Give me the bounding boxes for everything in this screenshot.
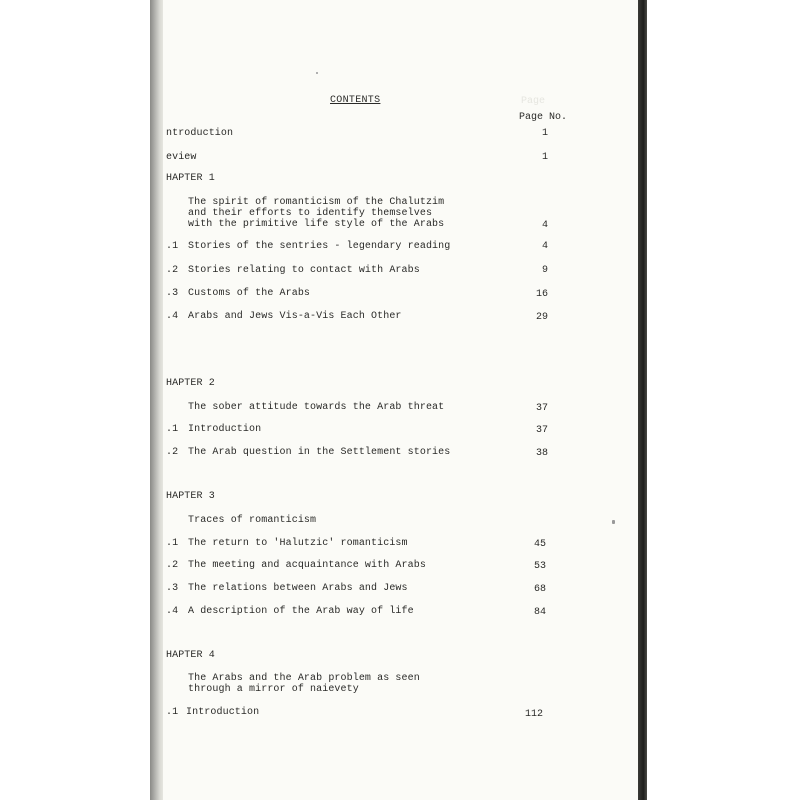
entry-page: 4 bbox=[541, 220, 548, 231]
entry-title: Introduction bbox=[188, 424, 262, 435]
entry-title: The relations between Arabs and Jews bbox=[188, 583, 408, 594]
entry-page: 45 bbox=[533, 539, 546, 550]
entry-page: 1 bbox=[541, 152, 548, 163]
entry-page: 68 bbox=[533, 584, 546, 595]
entry-number: .4 bbox=[166, 311, 179, 322]
chapter-label: HAPTER 4 bbox=[166, 650, 215, 661]
entry-title: A description of the Arab way of life bbox=[188, 606, 414, 617]
ghost-header: Page bbox=[521, 96, 546, 107]
entry-number: .1 bbox=[166, 538, 179, 549]
entry-number: .1 bbox=[166, 241, 179, 252]
entry-page: 16 bbox=[535, 289, 548, 300]
entry-number: .1 bbox=[166, 424, 179, 435]
entry-title: The meeting and acquaintance with Arabs bbox=[188, 560, 426, 571]
entry-page: 112 bbox=[524, 709, 543, 720]
binding-spine bbox=[638, 0, 647, 800]
entry-number: .2 bbox=[166, 447, 179, 458]
entry-number: .4 bbox=[166, 606, 179, 617]
entry-title: ntroduction bbox=[166, 128, 234, 139]
entry-title: The return to 'Halutzic' romanticism bbox=[188, 538, 408, 549]
entry-title: The Arabs and the Arab problem as seen through a mirror of naievety bbox=[188, 673, 420, 695]
page-speck bbox=[316, 72, 318, 74]
entry-title: Stories relating to contact with Arabs bbox=[188, 265, 420, 276]
entry-title: Stories of the sentries - legendary reading bbox=[188, 241, 451, 252]
entry-number: .1 bbox=[166, 707, 179, 718]
entry-title: The spirit of romanticism of the Chalutzim and their efforts to identify themselves with the primitive life style of the Arabs bbox=[188, 197, 445, 230]
entry-page: 53 bbox=[533, 561, 546, 572]
entry-title: eview bbox=[166, 152, 197, 163]
entry-number: .2 bbox=[166, 560, 179, 571]
entry-title: The sober attitude towards the Arab threat bbox=[188, 402, 445, 413]
entry-number: .3 bbox=[166, 288, 179, 299]
entry-number: .2 bbox=[166, 265, 179, 276]
entry-title: Introduction bbox=[186, 707, 260, 718]
entry-page: 29 bbox=[535, 312, 548, 323]
chapter-label: HAPTER 2 bbox=[166, 378, 215, 389]
entry-number: .3 bbox=[166, 583, 179, 594]
chapter-label: HAPTER 1 bbox=[166, 173, 215, 184]
entry-title: Customs of the Arabs bbox=[188, 288, 311, 299]
entry-page: 37 bbox=[535, 403, 548, 414]
chapter-label: HAPTER 3 bbox=[166, 491, 215, 502]
entry-title: The Arab question in the Settlement stories bbox=[188, 447, 451, 458]
entry-page: 4 bbox=[541, 241, 548, 252]
entry-page: 37 bbox=[535, 425, 548, 436]
entry-page: 1 bbox=[541, 128, 548, 139]
entry-page: 38 bbox=[535, 448, 548, 459]
page-title: CONTENTS bbox=[330, 95, 381, 106]
page-speck bbox=[612, 520, 615, 524]
entry-title: Arabs and Jews Vis-a-Vis Each Other bbox=[188, 311, 402, 322]
entry-page: 84 bbox=[533, 607, 546, 618]
entry-page: 9 bbox=[541, 265, 548, 276]
entry-title: Traces of romanticism bbox=[188, 515, 317, 526]
page-number-header: Page No. bbox=[519, 112, 568, 123]
